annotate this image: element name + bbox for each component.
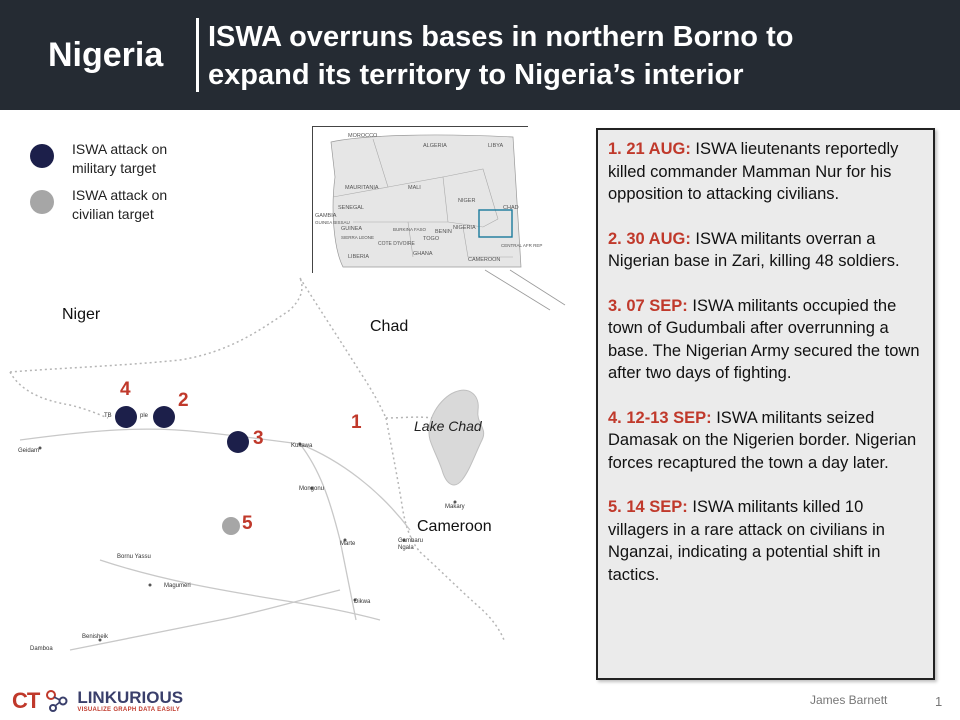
legend-civilian bbox=[30, 186, 202, 224]
brand-tagline: VISUALIZE GRAPH DATA EASILY bbox=[77, 707, 181, 713]
town-tb-label: TB bbox=[104, 413, 112, 419]
event-item-2 bbox=[608, 228, 923, 273]
legend-military bbox=[30, 140, 202, 178]
inset-label-guinea: GUINEA bbox=[341, 226, 363, 232]
region-label-niger: Niger bbox=[62, 306, 101, 323]
town-kukawa: Kukawa bbox=[291, 443, 313, 449]
event-item-1 bbox=[608, 138, 923, 206]
town-markers bbox=[39, 443, 457, 642]
graph-network-icon bbox=[45, 689, 69, 713]
legend-civilian-dot bbox=[30, 190, 54, 214]
event-1-text: ISWA lieutenants reportedly killed commander Mamman Nur for his opposition to attacking civilians. bbox=[608, 140, 899, 203]
marker-number-4: 4 bbox=[120, 379, 131, 400]
country-title: Nigeria bbox=[48, 36, 164, 74]
page-number: 1 bbox=[935, 694, 943, 709]
inset-label-cameroon: CAMEROON bbox=[468, 257, 501, 263]
legend-military-line-1: ISWA attack on bbox=[72, 141, 168, 157]
event-4-text: ISWA militants seized Damasak on the Nigerien border. Nigerian forces recaptured the town a day later. bbox=[608, 408, 917, 472]
legend-civilian-line-2: civilian target bbox=[72, 206, 154, 222]
marker-number-2: 2 bbox=[178, 390, 189, 411]
inset-label-sierra-leone: SIERRA LEONE bbox=[341, 235, 375, 240]
marker-number-3: 3 bbox=[253, 428, 264, 449]
inset-label-car: CENTRAL AFR REP bbox=[501, 243, 543, 248]
region-label-cameroon: Cameroon bbox=[417, 518, 492, 535]
inset-label-mali: MALI bbox=[408, 185, 421, 191]
region-label-chad: Chad bbox=[370, 318, 409, 335]
attack-marker-2[interactable] bbox=[153, 406, 175, 428]
inset-label-ghana: GHANA bbox=[413, 251, 433, 257]
town-makary: Makary bbox=[445, 504, 465, 510]
attack-marker-5[interactable] bbox=[222, 517, 240, 535]
town-mongonu: Mongonu bbox=[299, 486, 325, 492]
inset-label-chad: CHAD bbox=[503, 205, 519, 211]
brand-name: LINKURIOUS bbox=[77, 688, 184, 707]
event-3-label: 3. 07 SEP: bbox=[608, 296, 688, 315]
town-damboa: Damboa bbox=[30, 646, 53, 652]
roads bbox=[20, 429, 410, 650]
inset-label-algeria: ALGERIA bbox=[423, 143, 447, 149]
town-marte: Marte bbox=[340, 541, 356, 547]
marker-number-1: 1 bbox=[351, 412, 362, 433]
inset-label-togo: TOGO bbox=[423, 236, 440, 242]
legend-civilian-line-1: ISWA attack on bbox=[72, 187, 168, 203]
town-bornu-yassu: Bornu Yassu bbox=[117, 554, 151, 560]
town-geidam: Geidam bbox=[18, 448, 40, 454]
town-ple-label: ple bbox=[140, 413, 149, 419]
event-4-label: 4. 12-13 SEP: bbox=[608, 408, 712, 427]
title-bar bbox=[0, 0, 960, 110]
headline bbox=[208, 18, 928, 94]
legend-military-line-2: military target bbox=[72, 160, 157, 176]
lake-chad-shape bbox=[429, 390, 484, 485]
event-item-4 bbox=[608, 407, 923, 475]
legend-military-dot bbox=[30, 144, 54, 168]
inset-callout-lines bbox=[480, 230, 570, 320]
inset-label-mauritania: MAURITANIA bbox=[345, 185, 379, 191]
inset-label-libya: LIBYA bbox=[488, 143, 504, 149]
event-5-text: ISWA militants killed 10 villagers in a rare attack on civilians in Nganzai, indicating a potential shift in tactics. bbox=[608, 498, 885, 584]
lake-chad-label: Lake Chad bbox=[414, 418, 482, 434]
inset-label-liberia: LIBERIA bbox=[348, 254, 370, 260]
author-name: James Barnett bbox=[810, 693, 888, 707]
title-divider bbox=[196, 18, 199, 92]
town-magumeri: Magumeri bbox=[164, 583, 191, 589]
event-1-label: 1. 21 AUG: bbox=[608, 140, 691, 158]
inset-label-niger: NIGER bbox=[458, 198, 476, 204]
attack-marker-3[interactable] bbox=[227, 431, 249, 453]
marker-number-5: 5 bbox=[242, 513, 253, 534]
headline-line-1: ISWA overruns bases in northern Borno to bbox=[208, 21, 794, 53]
inset-label-nigeria: NIGERIA bbox=[453, 225, 476, 231]
legend-civilian-label bbox=[72, 186, 202, 224]
event-item-5 bbox=[608, 496, 923, 586]
event-2-label: 2. 30 AUG: bbox=[608, 229, 691, 248]
attack-marker-4[interactable] bbox=[115, 406, 137, 428]
inset-label-senegal: SENEGAL bbox=[338, 205, 364, 211]
inset-label-gambia: GAMBIA bbox=[315, 213, 337, 219]
borders bbox=[10, 278, 504, 640]
town-dikwa: Dikwa bbox=[354, 599, 371, 605]
inset-label-burkina-faso: BURKINA FASO bbox=[393, 227, 427, 232]
events-timeline-panel bbox=[596, 128, 935, 680]
footer-logo bbox=[12, 686, 183, 716]
linkurious-brand bbox=[77, 689, 183, 713]
town-benisheik: Benisheik bbox=[82, 634, 109, 640]
event-2-text: ISWA militants overran a Nigerian base in Zari, killing 48 soldiers. bbox=[608, 229, 900, 270]
event-5-label: 5. 14 SEP: bbox=[608, 498, 688, 516]
headline-line-2: expand its territory to Nigeria’s interior bbox=[208, 59, 744, 91]
legend-military-label bbox=[72, 140, 202, 178]
town-gambaru-ngala: Gambaru Ngala bbox=[398, 538, 424, 551]
event-item-3 bbox=[608, 295, 923, 385]
event-3-text: ISWA militants occupied the town of Gudumbali after overrunning a base. The Nigerian Army secured the town after two days of fighting. bbox=[608, 296, 920, 382]
inset-label-guinea-bissau: GUINEA BISSAU bbox=[315, 220, 350, 225]
inset-label-cote-divoire: COTE D'IVOIRE bbox=[378, 241, 415, 247]
inset-label-morocco: MOROCCO bbox=[348, 133, 378, 139]
inset-label-benin: BENIN bbox=[435, 229, 452, 235]
ct-logo: CT bbox=[12, 688, 40, 713]
